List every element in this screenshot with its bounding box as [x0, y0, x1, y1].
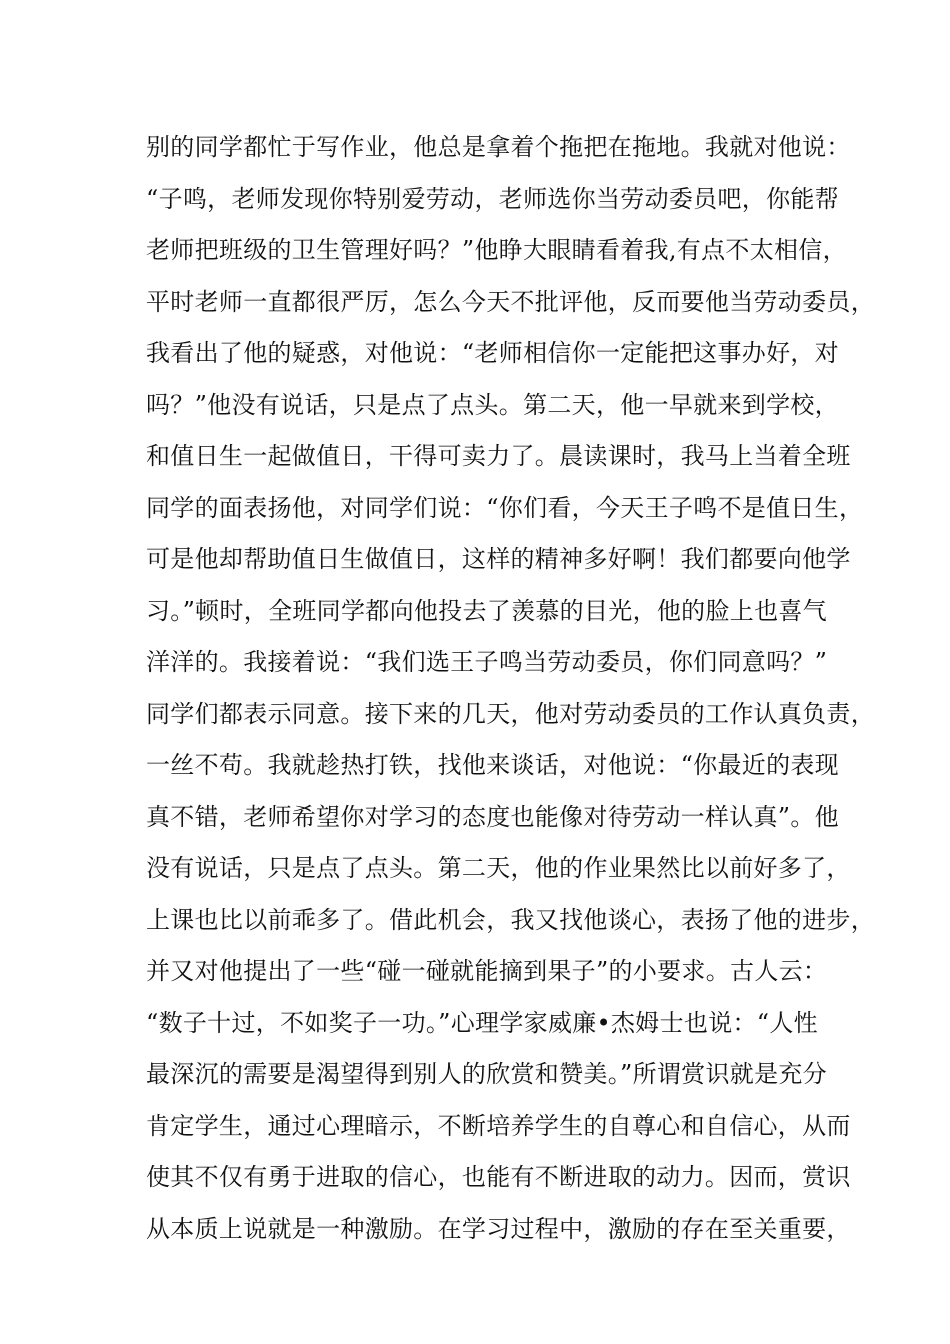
- text-line: 肯定学生，通过心理暗示，不断培养学生的自尊心和自信心，从而: [146, 1111, 851, 1140]
- text-line: 我看出了他的疑惑，对他说：“老师相信你一定能把这事办好，对: [146, 339, 839, 367]
- text-line: 和值日生一起做值日，干得可卖力了。晨读课时，我马上当着全班: [146, 442, 851, 470]
- text-line: 洋洋的。我接着说：“我们选王子鸣当劳动委员，你们同意吗？”: [146, 648, 828, 676]
- text-line: 平时老师一直都很严厉，怎么今天不批评他，反而要他当劳动委员，: [146, 287, 875, 316]
- text-line: 可是他却帮助值日生做值日，这样的精神多好啊！我们都要向他学: [146, 545, 851, 573]
- text-line: 没有说话，只是点了点头。第二天，他的作业果然比以前好多了，: [146, 854, 851, 882]
- text-line: 最深沉的需要是渴望得到别人的欣赏和赞美。”所谓赏识就是充分: [146, 1060, 827, 1088]
- text-line: 一丝不苟。我就趁热打铁，找他来谈话，对他说：“你最近的表现: [146, 751, 839, 779]
- text-line: “子鸣，老师发现你特别爱劳动，老师选你当劳动委员吧，你能帮: [146, 184, 839, 213]
- text-line: 同学的面表扬他，对同学们说：“你们看，今天王子鸣不是值日生，: [146, 493, 864, 522]
- text-line: 吗？”他没有说话，只是点了点头。第二天，他一早就来到学校，: [146, 390, 839, 419]
- text-line: 使其不仅有勇于进取的信心，也能有不断进取的动力。因而，赏识: [146, 1163, 851, 1191]
- body-paragraph: [146, 132, 875, 1265]
- text-line: 别的同学都忙于写作业，他总是拿着个拖把在拖地。我就对他说：: [146, 133, 851, 161]
- text-line: “数子十过，不如奖子一功。”心理学家威廉•杰姆士也说：“人性: [146, 1008, 818, 1037]
- text-line: 同学们都表示同意。接下来的几天，他对劳动委员的工作认真负责，: [146, 699, 875, 728]
- text-line: 从本质上说就是一种激励。在学习过程中，激励的存在至关重要，: [146, 1214, 851, 1243]
- text-line: 并又对他提出了一些“碰一碰就能摘到果子”的小要求。古人云：: [146, 957, 828, 985]
- text-line: 真不错，老师希望你对学习的态度也能像对待劳动一样认真”。他: [146, 802, 839, 831]
- text-line: 习。”顿时，全班同学都向他投去了羡慕的目光，他的脸上也喜气: [146, 596, 827, 625]
- text-line: 上课也比以前乖多了。借此机会，我又找他谈心，表扬了他的进步，: [146, 905, 875, 934]
- text-line: 老师把班级的卫生管理好吗？”他睁大眼睛看着我,有点不太相信，: [146, 236, 847, 264]
